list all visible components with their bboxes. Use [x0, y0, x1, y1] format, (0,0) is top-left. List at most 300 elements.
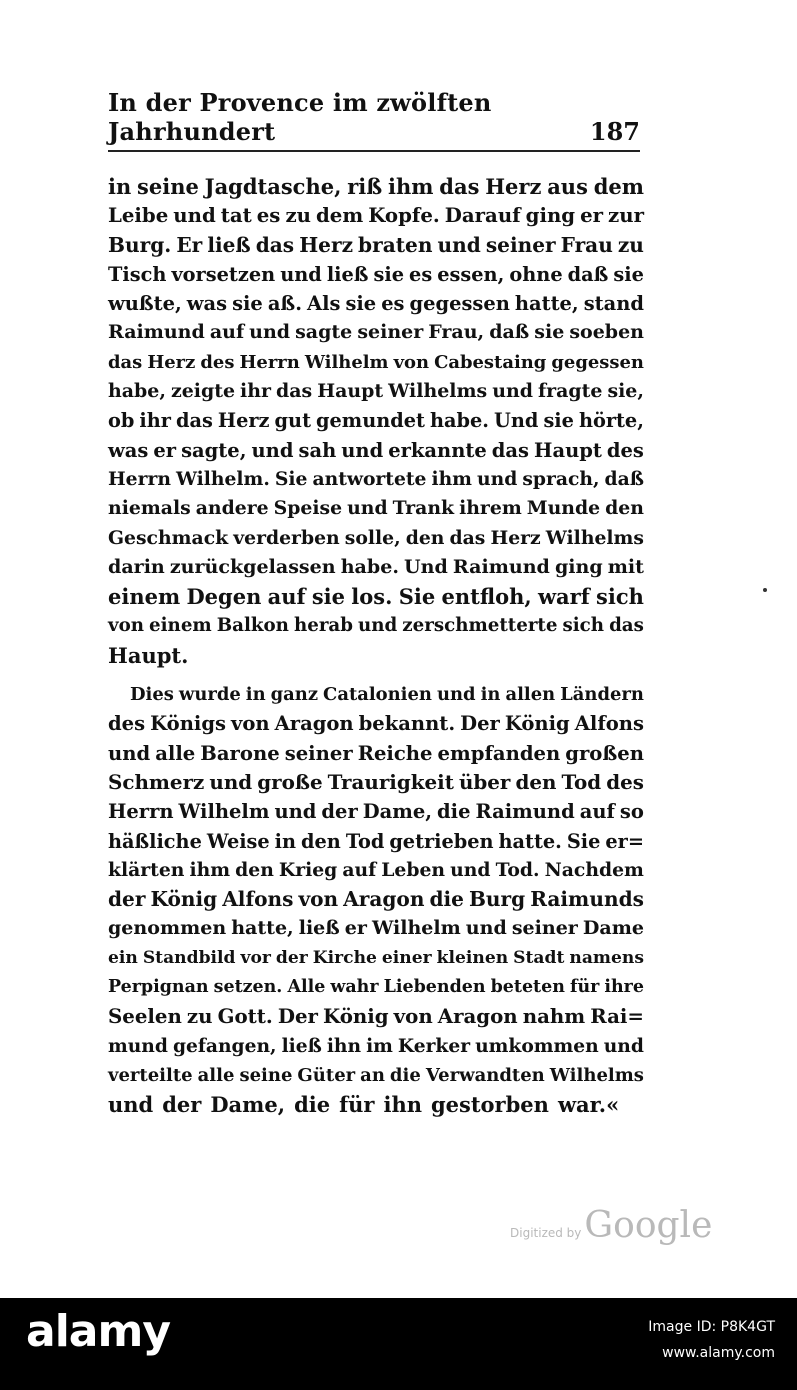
word: Geschmack — [108, 526, 229, 549]
word: seiner — [284, 741, 353, 765]
word: verderben — [233, 526, 340, 549]
word: ihm — [431, 467, 472, 490]
word: Leben — [381, 858, 446, 881]
word: daß — [567, 262, 609, 286]
word: das — [491, 438, 530, 462]
word: sie — [232, 292, 263, 316]
word: daß — [489, 321, 530, 344]
word: Herrn — [108, 467, 171, 490]
word: gefangen, — [172, 1034, 277, 1057]
word: auf — [579, 800, 615, 824]
word: der — [162, 1092, 202, 1118]
word: Ländern — [560, 684, 644, 706]
word: Haupt — [317, 380, 384, 403]
word: andere — [195, 497, 269, 520]
word: und — [436, 684, 476, 706]
word: Raimund — [108, 321, 205, 344]
word: aß. — [267, 292, 302, 316]
word: ihm — [189, 858, 231, 881]
word: Der — [460, 712, 500, 736]
word: Herrn — [239, 351, 300, 373]
word: ließ — [281, 1034, 322, 1057]
word: Stadt — [513, 947, 565, 968]
word: Sie — [398, 584, 436, 610]
word: Raimund — [475, 800, 575, 824]
word: das — [275, 380, 313, 403]
word: er — [344, 917, 367, 940]
word: Perpignan — [108, 977, 209, 998]
word: mund — [108, 1034, 168, 1057]
text-line — [108, 1061, 644, 1090]
word: warf — [537, 584, 590, 610]
stock-photo-meta — [648, 1314, 775, 1366]
alamy-logo: alamy — [26, 1306, 170, 1357]
word: ging — [525, 203, 576, 228]
text-line — [108, 827, 644, 856]
word: empfanden — [437, 741, 561, 765]
text-line — [108, 260, 644, 289]
word: habe, — [108, 380, 166, 403]
text-line — [108, 1002, 644, 1031]
word: auf — [342, 858, 377, 881]
word: gut — [274, 409, 311, 433]
text-line — [108, 611, 644, 640]
word: Weise — [206, 829, 270, 853]
word: sprach, — [522, 467, 600, 490]
word: Wilhelm — [304, 351, 389, 373]
word: Aragon — [274, 712, 354, 736]
word: Nachdem — [544, 858, 644, 881]
word: Wilhelm — [371, 917, 461, 940]
google-logo: Google — [584, 1205, 713, 1246]
word: was — [186, 292, 228, 316]
word: alle — [155, 741, 196, 765]
word: ließ — [207, 232, 251, 257]
word: und — [358, 615, 398, 637]
word: darin — [108, 555, 165, 578]
word: solle, — [344, 526, 401, 549]
text-line — [108, 465, 644, 494]
word: Haupt — [534, 438, 602, 462]
word: ohne — [509, 262, 563, 286]
text-line — [108, 856, 644, 885]
text-line — [108, 406, 644, 435]
text-line — [108, 348, 644, 377]
word: antwortete — [312, 467, 427, 490]
word: sah — [298, 438, 337, 462]
word: Tisch — [108, 262, 167, 286]
word: hörte, — [578, 409, 644, 433]
word: ganz — [270, 684, 319, 706]
word: und — [280, 262, 322, 286]
word: Speise — [273, 497, 343, 520]
word: und — [173, 203, 216, 228]
word: ihre — [604, 977, 644, 998]
word: er — [153, 438, 177, 462]
word: und — [347, 497, 388, 520]
word: Aragon — [343, 887, 425, 912]
word: die — [389, 1064, 421, 1086]
word: beteten — [490, 977, 565, 998]
word: und — [249, 321, 291, 344]
word: Wilhelms — [388, 380, 488, 403]
word: fragte — [537, 380, 603, 403]
word: und — [108, 741, 151, 765]
text-line — [108, 377, 644, 406]
word: Wilhelms — [545, 526, 644, 549]
word: und — [209, 769, 253, 794]
word: ließ — [326, 262, 369, 286]
word: ließ — [298, 917, 340, 940]
word: den — [235, 858, 274, 881]
word: König — [322, 1004, 389, 1029]
word: Barone — [200, 741, 280, 765]
word: Frau — [560, 232, 613, 257]
word: stand — [583, 292, 644, 316]
word: zerschmetterte — [402, 615, 558, 637]
word: das — [609, 615, 644, 637]
word: Standbild — [142, 947, 236, 968]
word: und — [437, 232, 481, 257]
word: Frau, — [428, 321, 485, 344]
text-line — [108, 553, 644, 582]
word: Verwandten — [425, 1064, 545, 1086]
word: was — [108, 438, 149, 462]
word: in — [480, 684, 501, 706]
word: an — [360, 1064, 385, 1086]
word: setzen. — [213, 977, 283, 998]
word: die — [437, 800, 471, 824]
word: sich — [562, 615, 605, 637]
word: seiner — [485, 232, 556, 257]
word: häßliche — [108, 829, 202, 853]
word: Tod — [561, 769, 602, 794]
word: Aragon — [437, 1004, 518, 1029]
word: seiner — [511, 917, 578, 940]
word: des — [108, 712, 146, 736]
word: Wilhelm — [178, 800, 270, 824]
word: hatte, — [514, 292, 579, 316]
word: Sie — [274, 467, 308, 490]
word: genommen — [108, 917, 227, 940]
word: sie — [345, 292, 377, 316]
text-line — [108, 973, 644, 1002]
word: ihn — [326, 1034, 362, 1057]
word: und — [477, 467, 518, 490]
word: und — [492, 380, 533, 403]
word: Kopfe. — [368, 203, 440, 228]
word: des — [200, 351, 235, 373]
word: hatte. — [498, 829, 562, 853]
word: das — [255, 232, 295, 257]
word: für — [569, 977, 600, 998]
word: niemals — [108, 497, 191, 520]
word: die — [294, 1092, 331, 1118]
word: Königs — [150, 712, 226, 736]
word: zeigte — [170, 380, 235, 403]
word: es — [381, 292, 405, 316]
word: Sie — [566, 829, 601, 853]
word: der — [275, 947, 308, 968]
word: ihn — [383, 1092, 422, 1118]
word: sagte — [295, 321, 353, 344]
text-line — [108, 1032, 644, 1061]
word: Dame, — [362, 800, 433, 824]
word: Burg — [468, 887, 526, 912]
word: Gott. — [217, 1004, 273, 1029]
word: über — [458, 769, 511, 794]
text-line — [108, 885, 644, 914]
word: Jagdtasche, — [204, 174, 342, 199]
word: das — [108, 351, 143, 373]
word: Und — [404, 555, 448, 578]
word: Dame, — [210, 1092, 286, 1118]
word: sie — [534, 321, 565, 344]
word: er= — [605, 829, 644, 853]
text-line — [108, 944, 644, 973]
word: getrieben — [389, 829, 494, 853]
word: klärten — [108, 858, 185, 881]
word: er — [580, 203, 604, 228]
word: im — [366, 1034, 393, 1057]
word: ihr — [240, 380, 271, 403]
word: gestorben — [430, 1092, 549, 1118]
text-line — [108, 768, 644, 797]
running-header — [108, 88, 640, 152]
word: war.« — [557, 1092, 620, 1118]
word: ob — [108, 409, 135, 433]
word: Balkon — [216, 615, 289, 637]
image-id: Image ID: P8K4GT — [648, 1319, 775, 1335]
word: gegessen — [409, 292, 510, 316]
word: sie, — [607, 380, 644, 403]
word: kleinen — [436, 947, 509, 968]
word: Catalonien — [323, 684, 432, 706]
word: und — [274, 800, 317, 824]
word: braten — [358, 232, 433, 257]
text-line — [108, 709, 644, 738]
word: vor — [240, 947, 271, 968]
text-line — [108, 289, 644, 318]
word: allen — [505, 684, 556, 706]
site-url: www.alamy.com — [662, 1345, 775, 1361]
word: riß — [347, 174, 383, 199]
word: Rai= — [590, 1004, 644, 1029]
word: Wilhelm. — [175, 467, 270, 490]
word: verteilte — [108, 1064, 193, 1086]
word: und — [603, 1034, 644, 1057]
word: seiner — [357, 321, 424, 344]
text-line — [108, 797, 644, 826]
word: das — [439, 174, 480, 199]
word: den — [515, 769, 557, 794]
word: in — [274, 829, 297, 853]
text-line — [108, 739, 644, 768]
word: von — [231, 712, 270, 736]
word: Als — [307, 292, 341, 316]
word: Herz — [299, 232, 353, 257]
word: in — [108, 174, 132, 199]
word: es — [256, 203, 281, 228]
digitized-by-google-watermark — [510, 1205, 712, 1246]
word: hatte, — [231, 917, 294, 940]
word: Er — [176, 232, 203, 257]
text-line — [108, 914, 644, 943]
word: einem — [108, 584, 181, 610]
word: bekannt. — [358, 712, 456, 736]
word: das — [175, 409, 213, 433]
word: ein — [108, 947, 138, 968]
word: sie — [613, 262, 644, 286]
text-line — [108, 1090, 644, 1119]
word: Trank — [392, 497, 455, 520]
word: daß — [604, 467, 644, 490]
word: von — [393, 351, 430, 373]
word: sie — [543, 409, 574, 433]
paragraph-gap — [108, 670, 644, 680]
word: seine — [239, 1064, 293, 1086]
word: von — [298, 887, 339, 912]
word: Kerker — [397, 1034, 471, 1057]
word: aus — [547, 174, 588, 199]
word: sie — [373, 262, 405, 286]
word: wahr — [330, 977, 379, 998]
word: Herz — [490, 526, 541, 549]
text-line — [108, 524, 644, 553]
word: Dame — [582, 917, 644, 940]
word: auf — [267, 584, 306, 610]
word: Krieg — [278, 858, 338, 881]
text-line — [108, 680, 644, 709]
page-number: 187 — [589, 117, 640, 146]
body-text — [108, 172, 644, 1120]
stock-photo-banner — [0, 1298, 797, 1390]
word: Traurigkeit — [327, 769, 454, 794]
word: Darauf — [444, 203, 521, 228]
word: Alle — [287, 977, 326, 998]
word: Haupt. — [108, 642, 189, 668]
word: entfloh, — [441, 584, 532, 610]
text-line — [108, 318, 644, 347]
word: für — [339, 1092, 375, 1118]
word: vorsetzen — [171, 262, 276, 286]
text-line — [108, 172, 644, 201]
word: die — [429, 887, 464, 912]
word: wurde — [178, 684, 241, 706]
word: ihrem — [459, 497, 522, 520]
word: zu — [285, 203, 311, 228]
word: gemundet — [316, 409, 425, 433]
word: Und — [494, 409, 539, 433]
word: erkannte — [388, 438, 487, 462]
word: seine — [137, 174, 199, 199]
word: und — [108, 1092, 154, 1118]
word: Reiche — [357, 741, 433, 765]
word: Dies — [130, 684, 174, 706]
word: den — [405, 526, 445, 549]
word: Cabestaing — [434, 351, 547, 373]
word: der — [108, 887, 146, 912]
word: herab — [293, 615, 353, 637]
word: sich — [596, 584, 644, 610]
word: alle — [197, 1064, 235, 1086]
word: namens — [569, 947, 644, 968]
word: Wilhelms — [549, 1064, 644, 1086]
word: dem — [316, 203, 364, 228]
word: Schmerz — [108, 769, 205, 794]
word: habe. — [340, 555, 399, 578]
word: König — [150, 887, 218, 912]
word: des — [606, 769, 644, 794]
word: Raimunds — [530, 887, 644, 912]
word: es — [409, 262, 433, 286]
word: der — [321, 800, 358, 824]
word: und — [251, 438, 294, 462]
running-title: In der Provence im zwölften Jahrhundert — [108, 88, 492, 146]
word: Leibe — [108, 203, 169, 228]
word: des — [606, 438, 644, 462]
word: von — [108, 615, 145, 637]
word: tat — [220, 203, 252, 228]
word: einem — [149, 615, 212, 637]
word: zu — [617, 232, 644, 257]
word: von — [393, 1004, 433, 1029]
word: einer — [381, 947, 432, 968]
word: und — [450, 858, 491, 881]
word: sie — [311, 584, 346, 610]
word: Alfons — [222, 887, 294, 912]
word: sagte, — [181, 438, 247, 462]
word: los. — [351, 584, 393, 610]
scan-speck — [763, 588, 767, 592]
word: Herz — [485, 174, 542, 199]
word: ging — [554, 555, 603, 578]
word: den — [301, 829, 341, 853]
word: zurückgelassen — [169, 555, 336, 578]
word: Tod. — [495, 858, 540, 881]
word: so — [619, 800, 644, 824]
digitized-by-label: Digitized by — [510, 1226, 582, 1240]
word: Der — [277, 1004, 318, 1029]
word: großen — [565, 741, 644, 765]
word: mit — [607, 555, 644, 578]
word: soeben — [569, 321, 644, 344]
word: auf — [209, 321, 245, 344]
word: dem — [593, 174, 644, 199]
word: große — [257, 769, 323, 794]
word: habe. — [429, 409, 490, 433]
word: und — [465, 917, 507, 940]
word: Güter — [297, 1064, 356, 1086]
word: in — [245, 684, 266, 706]
word: und — [341, 438, 384, 462]
word: Herz — [147, 351, 196, 373]
word: Burg. — [108, 232, 172, 257]
text-line — [108, 582, 644, 611]
word: den — [605, 497, 644, 520]
word: Tod — [345, 829, 385, 853]
word: das — [449, 526, 486, 549]
word: Liebenden — [383, 977, 486, 998]
text-line — [108, 436, 644, 465]
word: ihr — [139, 409, 171, 433]
word: Kirche — [312, 947, 377, 968]
word: ihm — [388, 174, 434, 199]
word: Herz — [217, 409, 270, 433]
text-line — [108, 494, 644, 523]
word: Degen — [186, 584, 262, 610]
word: nahm — [522, 1004, 586, 1029]
